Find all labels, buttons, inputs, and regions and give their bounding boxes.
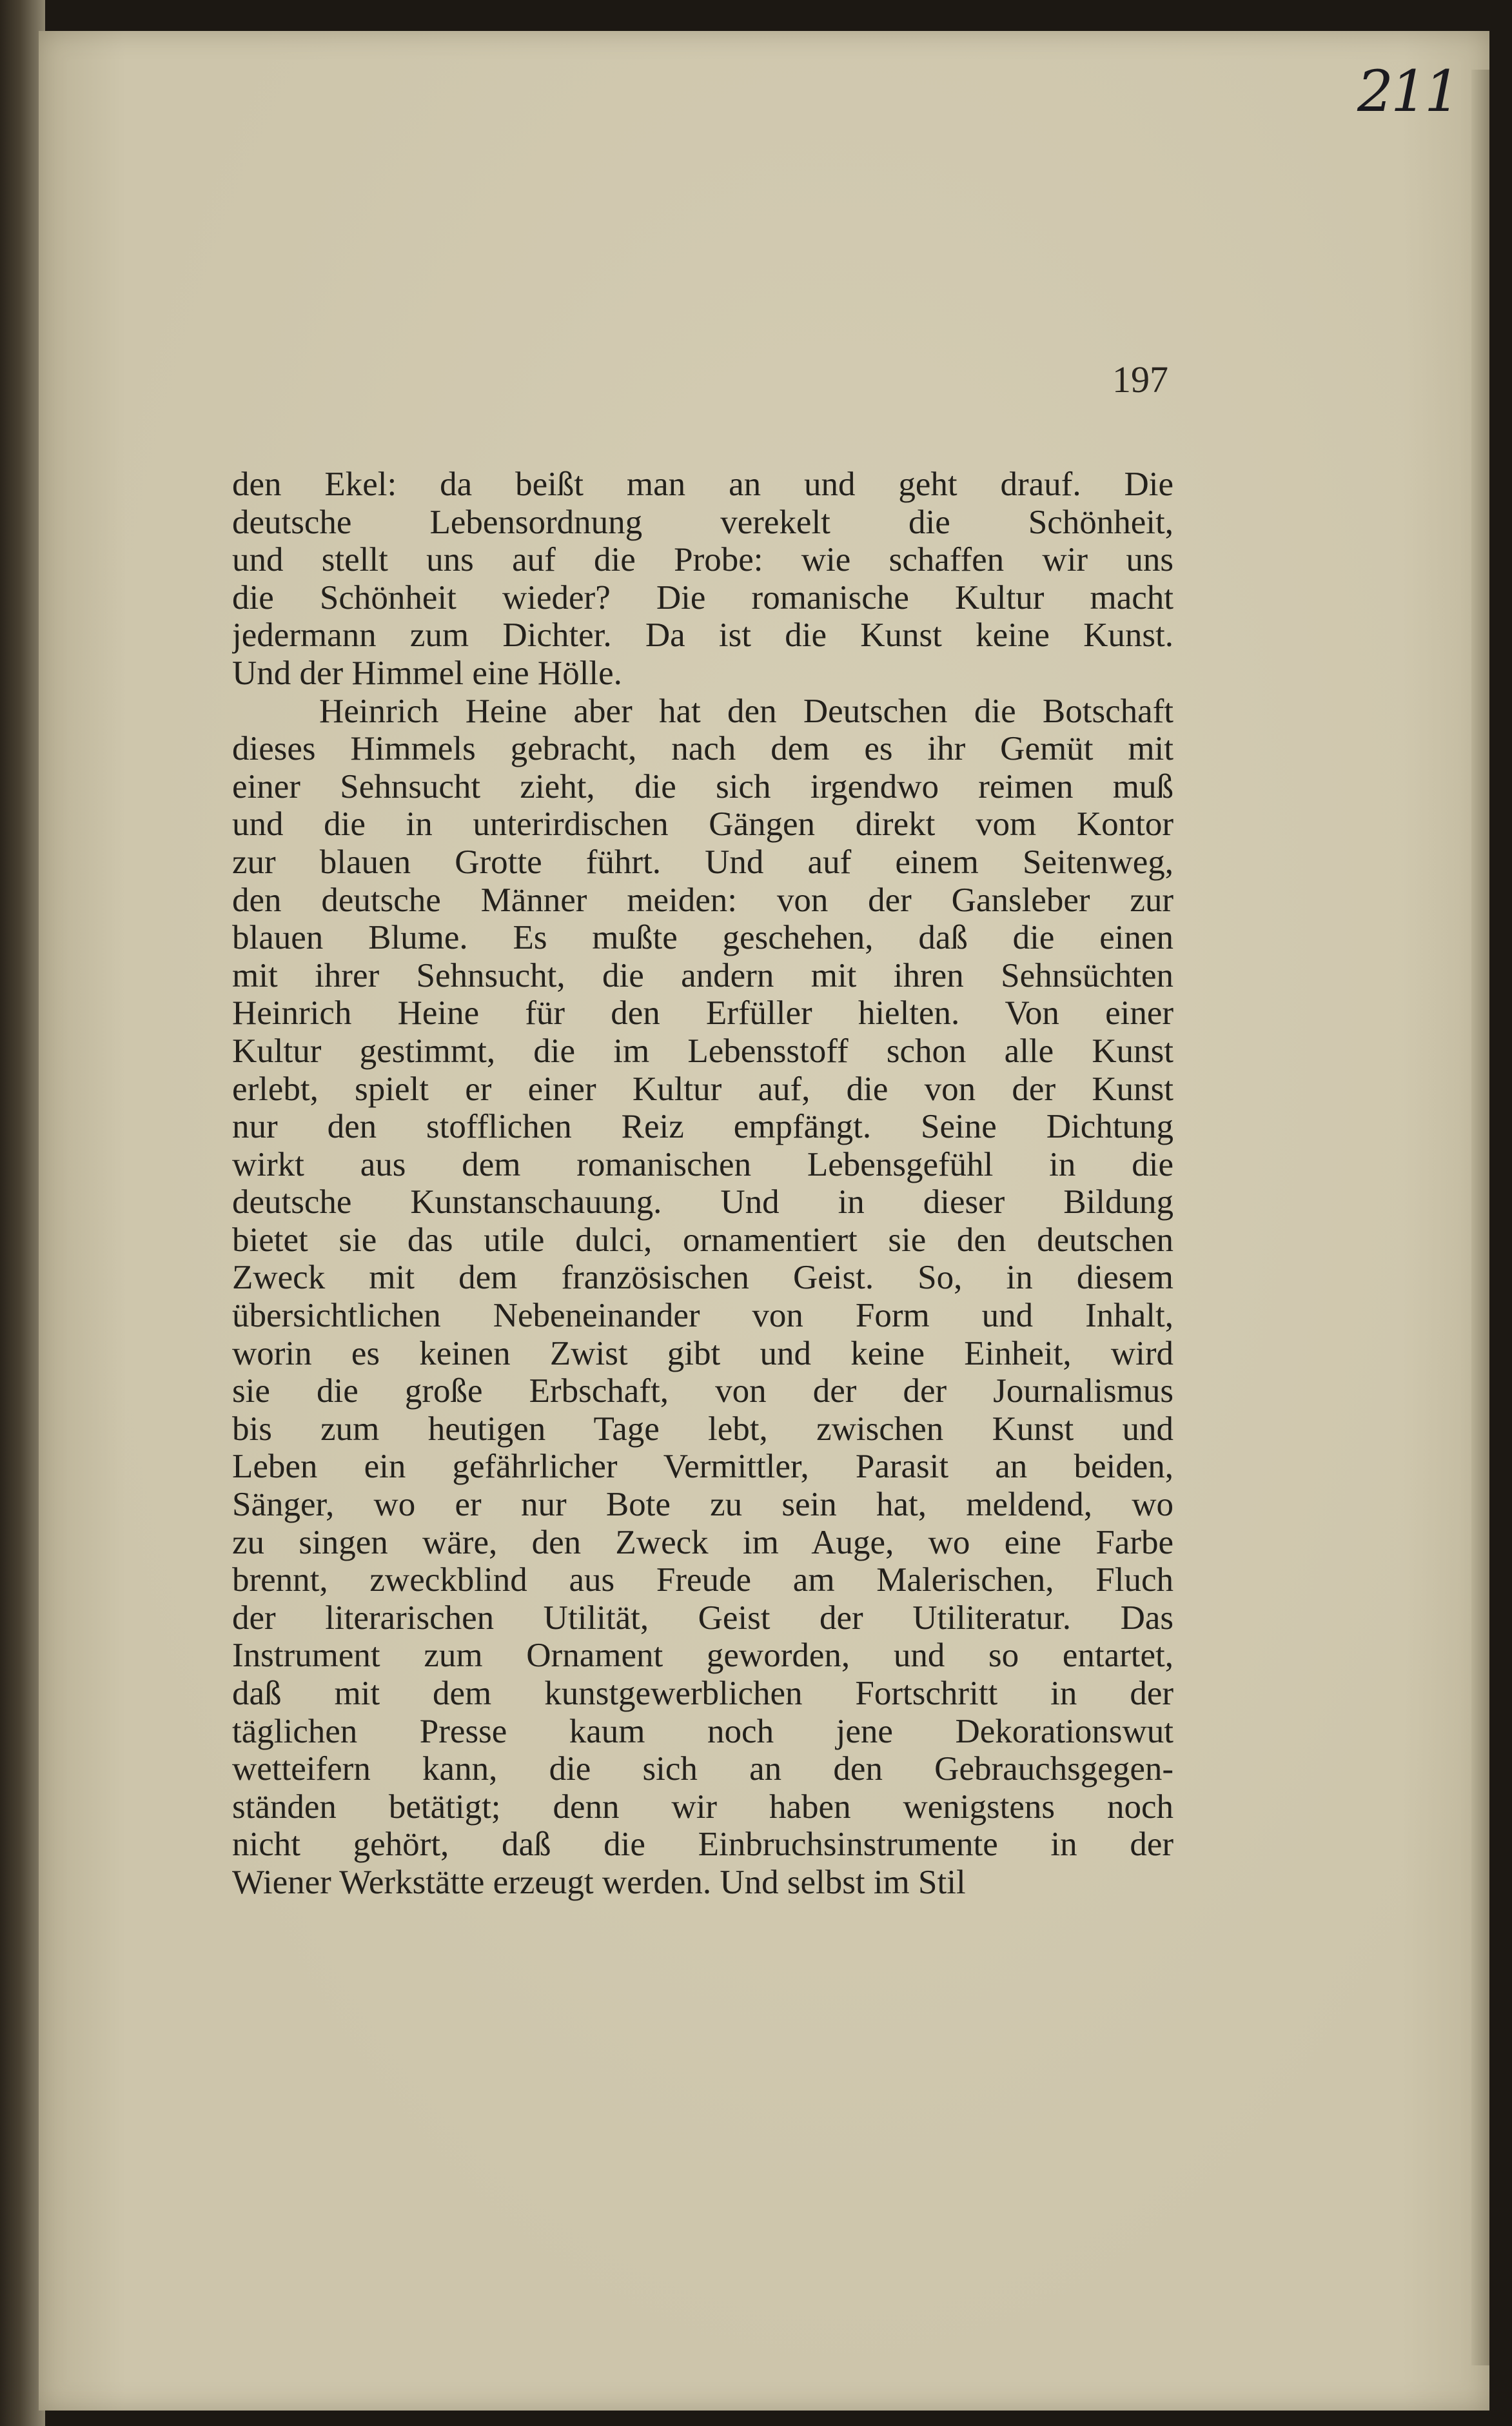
- text-line: Heinrich Heine für den Erfüller hielten. Von einer: [232, 994, 1173, 1032]
- text-line: nicht gehört, daß die Einbruchsinstrumente in der: [232, 1826, 1173, 1864]
- text-line: den Ekel: da beißt man an und geht drauf. Die: [232, 466, 1173, 503]
- text-line: und die in unterirdischen Gängen direkt vom Kontor: [232, 805, 1173, 843]
- text-line: Und der Himmel eine Hölle.: [232, 654, 622, 692]
- paragraph-2: [232, 693, 1173, 1902]
- text-line: Instrument zum Ornament geworden, und so entartet,: [232, 1637, 1173, 1675]
- text-line: den deutsche Männer meiden: von der Gansleber zur: [232, 881, 1173, 919]
- text-line: worin es keinen Zwist gibt und keine Einheit, wird: [232, 1334, 1173, 1372]
- text-line: ständen betätigt; denn wir haben wenigstens noch: [232, 1788, 1173, 1826]
- text-line: deutsche Kunstanschauung. Und in dieser Bildung: [232, 1183, 1173, 1221]
- text-line: bietet sie das utile dulci, ornamentiert sie den deutschen: [232, 1221, 1173, 1259]
- text-line: Heinrich Heine aber hat den Deutschen die Botschaft: [319, 692, 1173, 730]
- text-line: Wiener Werkstätte erzeugt werden. Und selbst im Stil: [232, 1863, 966, 1901]
- text-line: mit ihrer Sehnsucht, die andern mit ihren Sehnsüchten: [232, 956, 1173, 994]
- handwritten-archive-number: 211: [1357, 58, 1458, 124]
- text-line: jedermann zum Dichter. Da ist die Kunst keine Kunst.: [232, 616, 1173, 655]
- text-line: die Schönheit wieder? Die romanische Kultur macht: [232, 578, 1173, 616]
- text-line: erlebt, spielt er einer Kultur auf, die von der Kunst: [232, 1070, 1173, 1108]
- text-line: täglichen Presse kaum noch jene Dekorationswut: [232, 1712, 1173, 1750]
- text-line: der literarischen Utilität, Geist der Utiliteratur. Das: [232, 1599, 1173, 1637]
- text-line: bis zum heutigen Tage lebt, zwischen Kunst und: [232, 1410, 1173, 1448]
- paragraph-1: [232, 466, 1173, 693]
- text-line: daß mit dem kunstgewerblichen Fortschritt in der: [232, 1675, 1173, 1712]
- text-line: blauen Blume. Es mußte geschehen, daß die einen: [232, 919, 1173, 957]
- body-text: [232, 466, 1173, 1902]
- text-line: Zweck mit dem französischen Geist. So, in diesem: [232, 1259, 1173, 1297]
- text-line: und stellt uns auf die Probe: wie schaffen wir uns: [232, 541, 1173, 579]
- text-line: nur den stofflichen Reiz empfängt. Seine Dichtung: [232, 1108, 1173, 1146]
- text-line: Sänger, wo er nur Bote zu sein hat, meldend, wo: [232, 1486, 1173, 1524]
- text-line: Kultur gestimmt, die im Lebensstoff schon alle Kunst: [232, 1032, 1173, 1070]
- text-line: dieses Himmels gebracht, nach dem es ihr Gemüt mit: [232, 730, 1173, 768]
- text-line: zur blauen Grotte führt. Und auf einem Seitenweg,: [232, 843, 1173, 881]
- text-line: zu singen wäre, den Zweck im Auge, wo eine Farbe: [232, 1523, 1173, 1561]
- page-number: 197: [1112, 359, 1168, 400]
- text-line: Leben ein gefährlicher Vermittler, Parasit an beiden,: [232, 1448, 1173, 1486]
- text-line: übersichtlichen Nebeneinander von Form und Inhalt,: [232, 1297, 1173, 1335]
- text-line: wirkt aus dem romanischen Lebensgefühl in die: [232, 1145, 1173, 1183]
- text-line: deutsche Lebensordnung verekelt die Schönheit,: [232, 503, 1173, 541]
- page-edge: [1471, 70, 1489, 2365]
- text-line: wetteifern kann, die sich an den Gebrauchsgegen-: [232, 1750, 1173, 1788]
- text-line: sie die große Erbschaft, von der der Journalismus: [232, 1372, 1173, 1410]
- text-line: einer Sehnsucht zieht, die sich irgendwo reimen muß: [232, 767, 1173, 805]
- text-line: brennt, zweckblind aus Freude am Malerischen, Fluch: [232, 1561, 1173, 1599]
